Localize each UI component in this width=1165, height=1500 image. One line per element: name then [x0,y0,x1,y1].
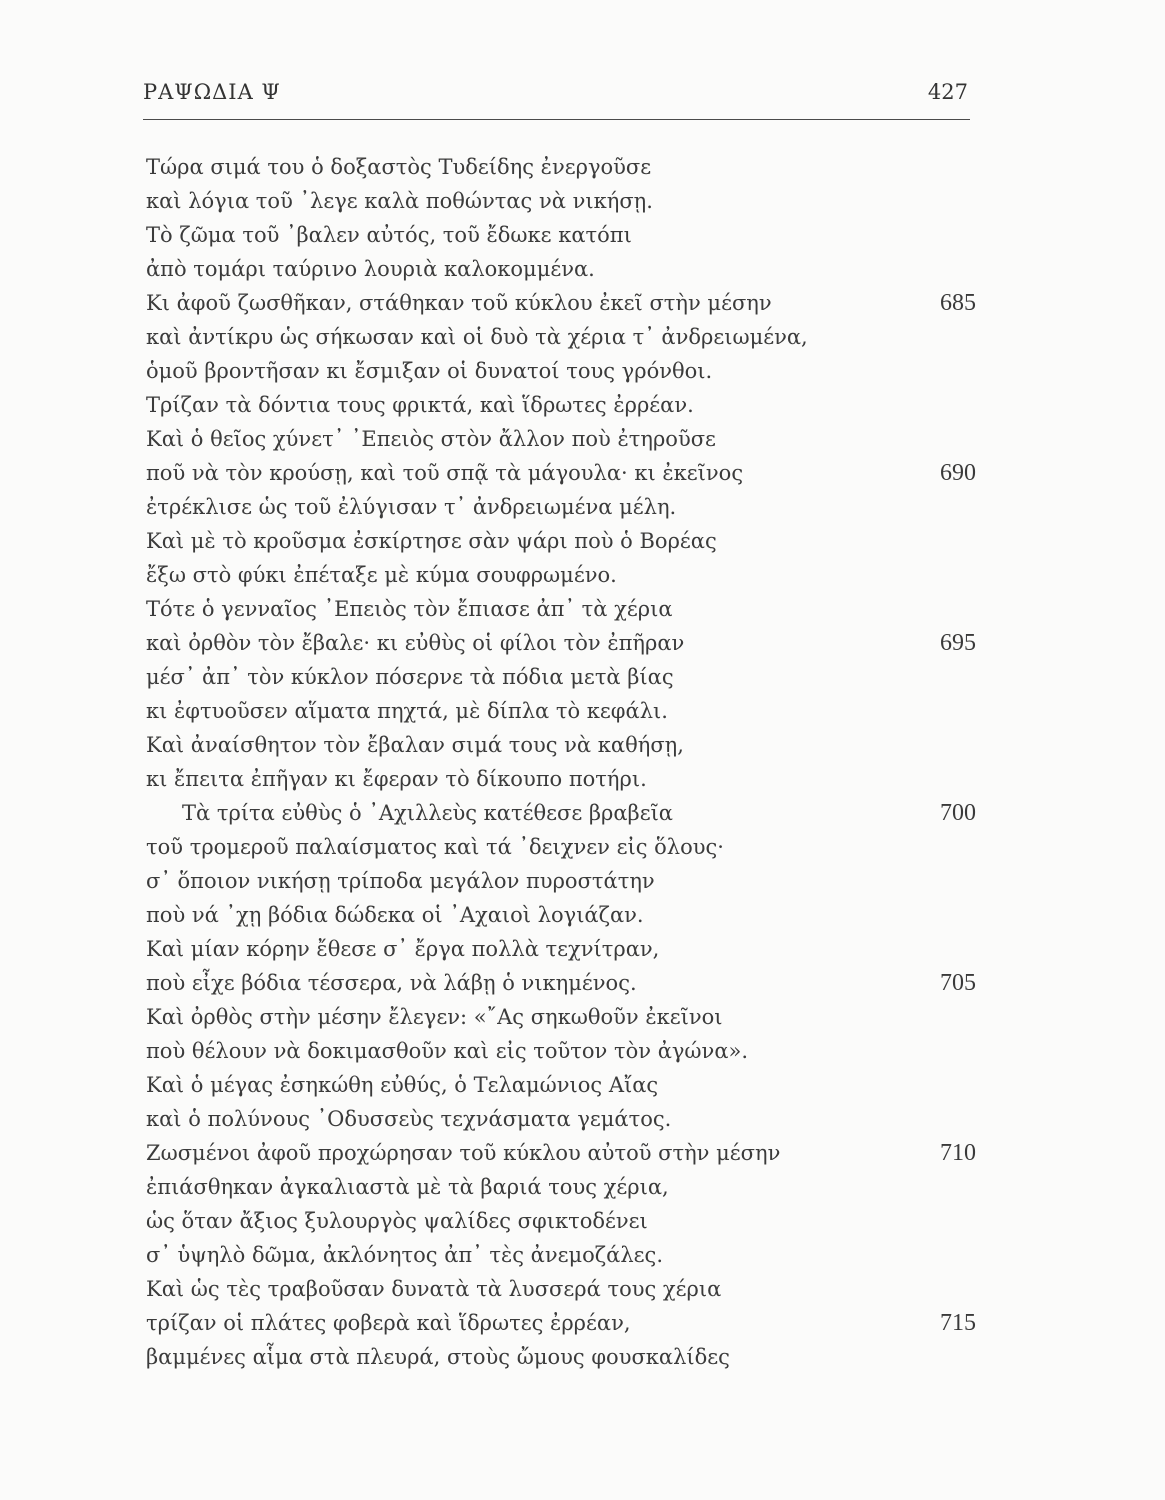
verse-line [146,1102,976,1136]
verse-line [146,1272,976,1306]
chapter-title: ΡΑΨΩΔΙΑ Ψ [143,80,281,104]
verse-line [146,796,976,830]
verse-line [146,218,976,252]
verse-line [146,1136,976,1170]
line-number: 700 [940,800,976,826]
verse-text: ἐπιάσθηκαν ἀγκαλιαστὰ μὲ τὰ βαριά τους χέρια, [146,1175,669,1199]
verse-text: Τὸ ζῶμα τοῦ ᾽βαλεν αὐτός, τοῦ ἔδωκε κατόπι [146,223,632,247]
verse-text: τρίζαν οἱ πλάτες φοβερὰ καὶ ἵδρωτες ἐρρέαν, [146,1311,631,1335]
verse-line [146,320,976,354]
verse-line [146,252,976,286]
verse-line [146,694,976,728]
verse-line [146,354,976,388]
verse-text: κι ἔπειτα ἐπῆγαν κι ἔφεραν τὸ δίκουπο ποτήρι. [146,767,647,791]
verse-text: Τότε ὁ γενναῖος ᾽Επειὸς τὸν ἔπιασε ἀπ᾽ τὰ χέρια [146,597,673,621]
verse-text: Τρίζαν τὰ δόντια τους φρικτά, καὶ ἵδρωτες ἐρρέαν. [146,393,694,417]
line-number: 685 [940,290,976,316]
verse-text: κι ἐφτυοῦσεν αἵματα πηχτά, μὲ δίπλα τὸ κεφάλι. [146,699,668,723]
verse-text: ποῦ νὰ τὸν κρούσῃ, καὶ τοῦ σπᾷ τὰ μάγουλα· κι ἐκεῖνος [146,461,744,485]
verse-block [146,150,976,1374]
verse-line [146,660,976,694]
verse-line [146,966,976,1000]
verse-line [146,932,976,966]
verse-text: ὁμοῦ βροντῆσαν κι ἔσμιξαν οἱ δυνατοί τους γρόνθοι. [146,359,713,383]
running-head [143,80,968,110]
verse-line [146,1170,976,1204]
verse-text: Καὶ ἀναίσθητον τὸν ἔβαλαν σιμά τους νὰ καθήσῃ, [146,733,684,757]
line-number: 695 [940,630,976,656]
verse-line [146,150,976,184]
verse-line [146,422,976,456]
verse-text: Καὶ ὡς τὲς τραβοῦσαν δυνατὰ τὰ λυσσερά τους χέρια [146,1277,722,1301]
verse-text: Καὶ ὁ μέγας ἐσηκώθη εὐθύς, ὁ Τελαμώνιος Αἴας [146,1073,659,1097]
verse-line [146,864,976,898]
verse-text: βαμμένες αἷμα στὰ πλευρά, στοὺς ὤμους φουσκαλίδες [146,1345,730,1369]
line-number: 690 [940,460,976,486]
verse-text: καὶ λόγια τοῦ ᾽λεγε καλὰ ποθώντας νὰ νικήσῃ. [146,189,653,213]
verse-text: ἀπὸ τομάρι ταύρινο λουριὰ καλοκομμένα. [146,257,595,281]
verse-line [146,286,976,320]
verse-line [146,1340,976,1374]
verse-text: ὡς ὅταν ἄξιος ξυλουργὸς ψαλίδες σφικτοδένει [146,1209,648,1233]
verse-text: ἔξω στὸ φύκι ἐπέταξε μὲ κύμα σουφρωμένο. [146,563,617,587]
verse-line [146,490,976,524]
verse-text: σ᾽ ὑψηλὸ δῶμα, ἀκλόνητος ἀπ᾽ τὲς ἀνεμοζάλες. [146,1243,663,1267]
verse-line [146,762,976,796]
verse-text: καὶ ἀντίκρυ ὡς σήκωσαν καὶ οἱ δυὸ τὰ χέρια τ᾽ ἀνδρειωμένα, [146,325,808,349]
verse-line [146,456,976,490]
verse-line [146,592,976,626]
verse-line [146,1034,976,1068]
verse-line [146,524,976,558]
verse-text: ποὺ νά ᾽χῃ βόδια δώδεκα οἱ ᾽Αχαιοὶ λογιάζαν. [146,903,644,927]
verse-text: Καὶ ὀρθὸς στὴν μέσην ἔλεγεν: «῎Ας σηκωθοῦν ἐκεῖνοι [146,1005,723,1029]
header-rule [143,119,970,120]
verse-line [146,728,976,762]
verse-text: σ᾽ ὅποιον νικήσῃ τρίποδα μεγάλον πυροστάτην [146,869,655,893]
verse-line [146,388,976,422]
verse-text: Καὶ μίαν κόρην ἔθεσε σ᾽ ἔργα πολλὰ τεχνίτραν, [146,937,660,961]
verse-text: Καὶ ὁ θεῖος χύνετ᾽ ᾽Επειὸς στὸν ἄλλον ποὺ ἐτηροῦσε [146,427,716,451]
verse-text: ποὺ θέλουν νὰ δοκιμασθοῦν καὶ εἰς τοῦτον τὸν ἀγώνα». [146,1039,749,1063]
line-number: 715 [940,1310,976,1336]
verse-text: ἐτρέκλισε ὡς τοῦ ἐλύγισαν τ᾽ ἀνδρειωμένα μέλη. [146,495,677,519]
verse-text: Τὰ τρίτα εὐθὺς ὁ ᾽Αχιλλεὺς κατέθεσε βραβεῖα [182,801,673,825]
verse-line [146,1000,976,1034]
verse-text: καὶ ὁ πολύνους ᾽Οδυσσεὺς τεχνάσματα γεμάτος. [146,1107,672,1131]
verse-line [146,1068,976,1102]
verse-line [146,898,976,932]
verse-line [146,1204,976,1238]
page-number: 427 [927,80,968,104]
verse-text: ποὺ εἶχε βόδια τέσσερα, νὰ λάβῃ ὁ νικημένος. [146,971,637,995]
line-number: 705 [940,970,976,996]
verse-line [146,1306,976,1340]
verse-text: Καὶ μὲ τὸ κροῦσμα ἐσκίρτησε σὰν ψάρι ποὺ ὁ Βορέας [146,529,717,553]
verse-line [146,558,976,592]
verse-text: τοῦ τρομεροῦ παλαίσματος καὶ τά ᾽δειχνεν εἰς ὅλους· [146,835,724,859]
verse-text: μέσ᾽ ἀπ᾽ τὸν κύκλον πόσερνε τὰ πόδια μετὰ βίας [146,665,674,689]
verse-line [146,1238,976,1272]
verse-text: Τώρα σιμά του ὁ δοξαστὸς Τυδείδης ἐνεργοῦσε [146,155,652,179]
verse-line [146,830,976,864]
verse-text: Κι ἀφοῦ ζωσθῆκαν, στάθηκαν τοῦ κύκλου ἐκεῖ στὴν μέσην [146,291,772,315]
verse-text: Ζωσμένοι ἀφοῦ προχώρησαν τοῦ κύκλου αὐτοῦ στὴν μέσην [146,1141,781,1165]
verse-line [146,184,976,218]
verse-line [146,626,976,660]
line-number: 710 [940,1140,976,1166]
verse-text: καὶ ὀρθὸν τὸν ἔβαλε· κι εὐθὺς οἱ φίλοι τὸν ἐπῆραν [146,631,685,655]
